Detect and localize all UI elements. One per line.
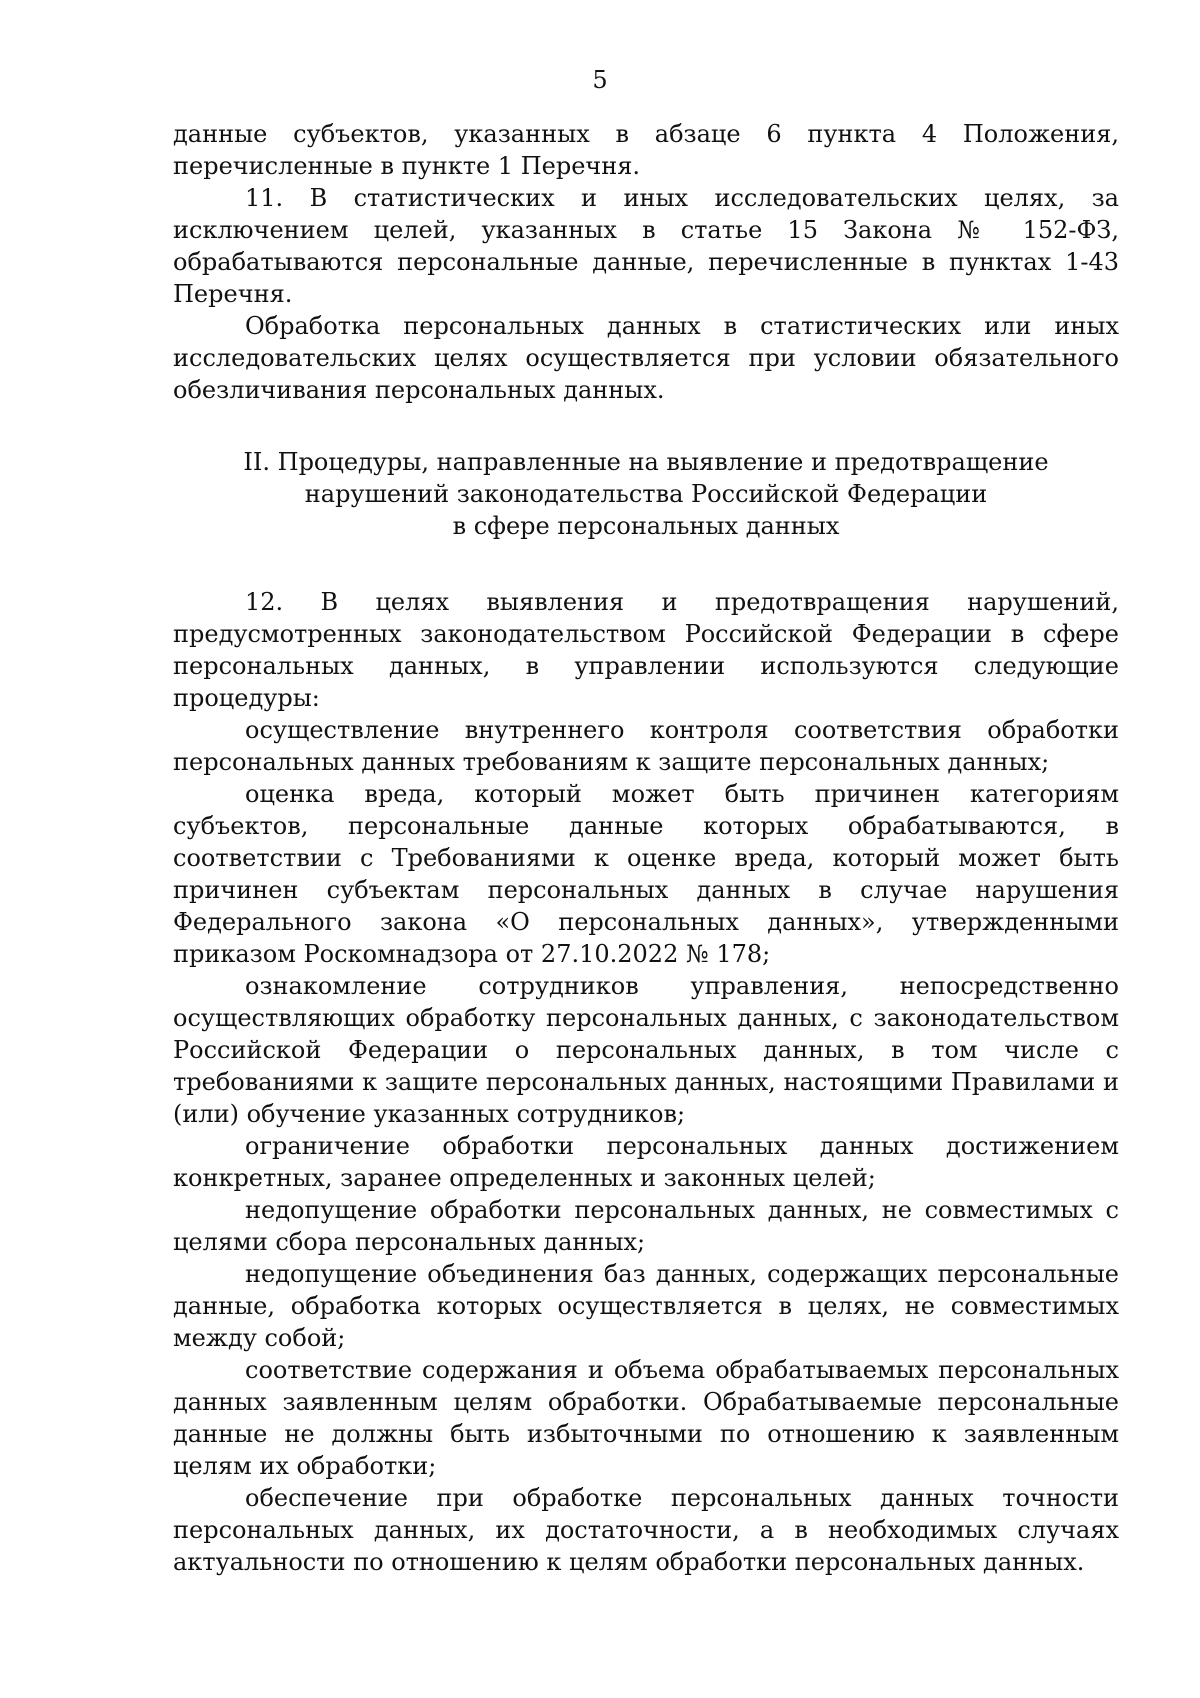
section-heading-line-3: в сфере персональных данных: [452, 512, 840, 540]
section-heading: [173, 446, 1119, 542]
procedure-database-merging: недопущение объединения баз данных, содержащих персональные данные, обработка которых осуществляется в целях, не совместимых между собой;: [173, 1260, 1119, 1352]
procedure-incompatible-processing: недопущение обработки персональных данных, не совместимых с целями сбора персональных данных;: [173, 1196, 1119, 1256]
document-body: [173, 118, 1119, 1578]
procedure-data-minimization: соответствие содержания и объема обрабатываемых персональных данных заявленным целям обработки. Обрабатываемые персональные данные не должны быть избыточными по отношению к заявленным целям их обработки;: [173, 1356, 1119, 1480]
section-heading-line-2: нарушений законодательства Российской Федерации: [304, 480, 988, 508]
paragraph-anonymization: Обработка персональных данных в статистических или иных исследовательских целях осуществляется при условии обязательного обезличивания персональных данных.: [173, 312, 1119, 404]
paragraph-11: 11. В статистических и иных исследовательских целях, за исключением целей, указанных в статье 15 Закона № 152-ФЗ, обрабатываются персональные данные, перечисленные в пунктах 1-43 Перечня.: [173, 184, 1119, 308]
section-heading-line-1: II. Процедуры, направленные на выявление и предотвращение: [243, 448, 1049, 476]
paragraph-12: 12. В целях выявления и предотвращения нарушений, предусмотренных законодательством Российской Федерации в сфере персональных данных, в управлении используются следующие процедуры:: [173, 588, 1119, 712]
paragraph-continuation: данные субъектов, указанных в абзаце 6 пункта 4 Положения, перечисленные в пункте 1 Перечня.: [173, 120, 1119, 180]
procedure-staff-familiarization: ознакомление сотрудников управления, непосредственно осуществляющих обработку персональных данных, с законодательством Российской Федерации о персональных данных, в том числе с требованиями к защите персональных данных, настоящими Правилами и (или) обучение указанных сотрудников;: [173, 972, 1119, 1128]
page-number: 5: [592, 66, 608, 94]
procedure-internal-control: осуществление внутреннего контроля соответствия обработки персональных данных требованиям к защите персональных данных;: [173, 716, 1119, 776]
procedure-purpose-limitation: ограничение обработки персональных данных достижением конкретных, заранее определенных и законных целей;: [173, 1132, 1119, 1192]
procedure-data-accuracy: обеспечение при обработке персональных данных точности персональных данных, их достаточности, а в необходимых случаях актуальности по отношению к целям обработки персональных данных.: [173, 1484, 1119, 1576]
procedure-harm-assessment: оценка вреда, который может быть причинен категориям субъектов, персональные данные которых обрабатываются, в соответствии с Требованиями к оценке вреда, который может быть причинен субъектам персональных данных в случае нарушения Федерального закона «О персональных данных», утвержденными приказом Роскомнадзора от 27.10.2022 № 178;: [173, 780, 1119, 968]
